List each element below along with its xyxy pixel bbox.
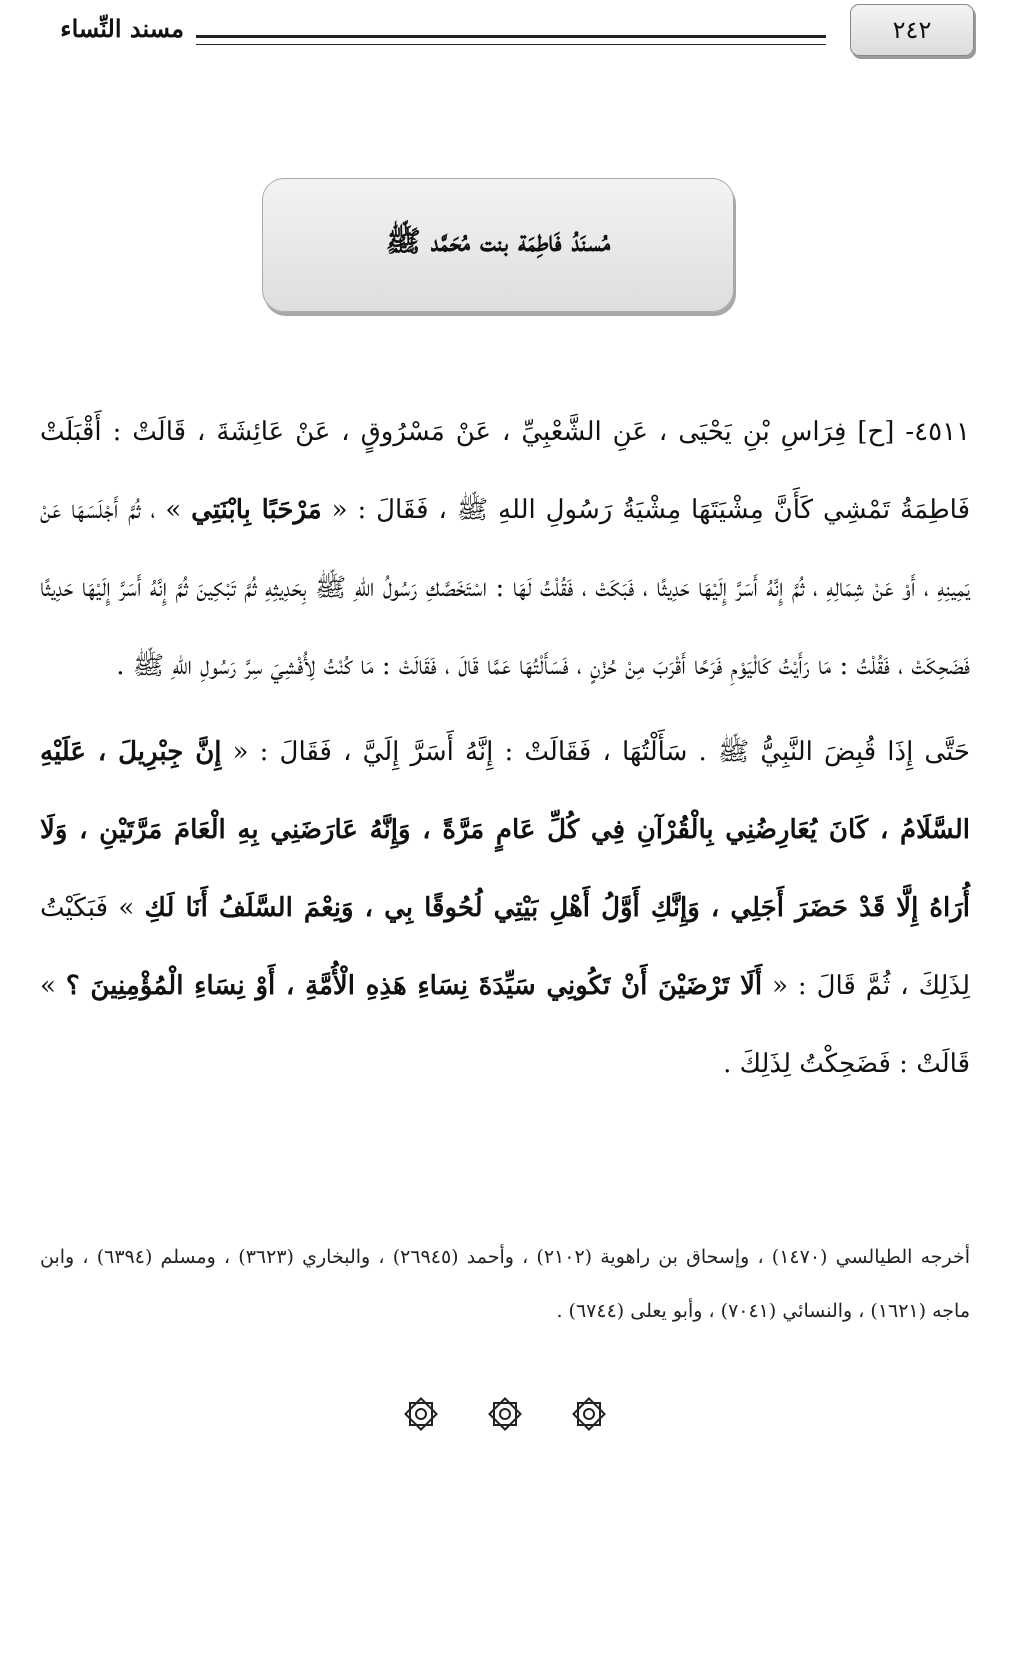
hadith-text-segment: » ، ثُمَّ أَجْلَسَهَا عَنْ يَمِينِهِ ، أَوْ عَنْ شِمَالِهِ ، ثُمَّ إِنَّهُ أَسَرَّ إِلَيْهَا حَدِيثًا ، فَبَكَتْ ، فَقُلْتُ لَهَا : اسْتَخَصَّكِ رَسُولُ اللهِ ﷺ بِحَدِيثِهِ ثُمَّ تَبْكِينَ ثُمَّ إِنَّهُ أَسَرَّ إِلَيْهَا حَدِيثًا فَضَحِكَتْ ، فَقُلْتُ : مَا رَأَيْتُ كَالْيَوْمِ فَرَحًا أَقْرَبَ مِنْ حُزْنٍ ، فَسَأَلْتُهَا عَمَّا قَالَ ، فَقَالَتْ : مَا كُنْتُ لِأُفْشِيَ سِرَّ رَسُولِ اللهِ ﷺ . (40, 495, 970, 681)
footnote: أخرجه الطيالسي (١٤٧٠) ، وإسحاق بن راهوية (٢١٠٢) ، وأحمد (٢٦٩٤٥) ، والبخاري (٣٦٢٣) ، ومسلم (٦٣٩٤) ، وابن ماجه (١٦٢١) ، والنسائي (٧٠٤١) ، وأبو يعلى (٦٧٤٤) . (40, 1246, 971, 1322)
hadith-text (40, 393, 970, 1103)
prophet-quote: إِنَّ جِبْرِيلَ ، عَلَيْهِ السَّلَامُ ، كَانَ يُعَارِضُنِي بِالْقُرْآنِ فِي كُلِّ عَامٍ مَرَّةً ، وَإِنَّهُ عَارَضَنِي بِهِ الْعَامَ مَرَّتَيْنِ ، وَلَا أُرَاهُ إِلَّا قَدْ حَضَرَ أَجَلِي ، وَإِنَّكِ أَوَّلُ أَهْلِ بَيْتِي لُحُوقًا بِي ، وَنِعْمَ السَّلَفُ أَنَا لَكِ (40, 737, 971, 923)
hadith-text-segment: - [ح] فِرَاسِ بْنِ يَحْيَى ، عَنِ الشَّعْبِيِّ ، عَنْ مَسْرُوقٍ ، عَنْ عَائِشَةَ ، قَالَتْ : أَقْبَلَتْ فَاطِمَةُ تَمْشِي كَأَنَّ مِشْيَتَهَا مِشْيَةُ رَسُولِ اللهِ ﷺ ، فَقَالَ : « (40, 417, 971, 525)
prophet-quote: أَلَا تَرْضَيْنَ أَنْ تَكُونِي سَيِّدَةَ نِسَاءِ هَذِهِ الْأُمَّةِ ، أَوْ نِسَاءِ الْمُؤْمِنِينَ ؟ (65, 971, 763, 1001)
section-title-box (262, 178, 734, 312)
hadith-text-segment: » فَبَكَيْتُ لِذَلِكَ ، ثُمَّ قَالَ : « (40, 893, 971, 1001)
page-header (0, 0, 1010, 70)
hadith-paragraph-2 (40, 713, 970, 1103)
page-number (850, 4, 974, 56)
hadith-paragraph-1 (40, 393, 970, 705)
hadith-text-segment: حَتَّى إِذَا قُبِضَ النَّبِيُّ ﷺ . سَأَلْتُهَا ، فَقَالَتْ : إِنَّهُ أَسَرَّ إِلَيَّ ، فَقَالَ : « (232, 737, 970, 767)
section-title: مُسنَدُ فَاطِمَة بنت مُحَمَّد ﷺ (385, 224, 611, 258)
section-end-ornaments (0, 1392, 1010, 1452)
running-title: مسند النِّساء (60, 14, 184, 43)
header-rule (196, 35, 826, 45)
page-number-text: ٢٤٢ (892, 16, 932, 44)
star-ornament-icon (569, 1392, 609, 1436)
hadith-number: ٤٥١١ (914, 417, 970, 447)
star-ornament-icon (401, 1392, 441, 1436)
prophet-quote: مَرْحَبًا بِابْنَتِي (191, 495, 322, 525)
hadith-text-segment: » قَالَتْ : فَضَحِكْتُ لِذَلِكَ . (40, 971, 970, 1079)
star-ornament-icon (485, 1392, 525, 1436)
